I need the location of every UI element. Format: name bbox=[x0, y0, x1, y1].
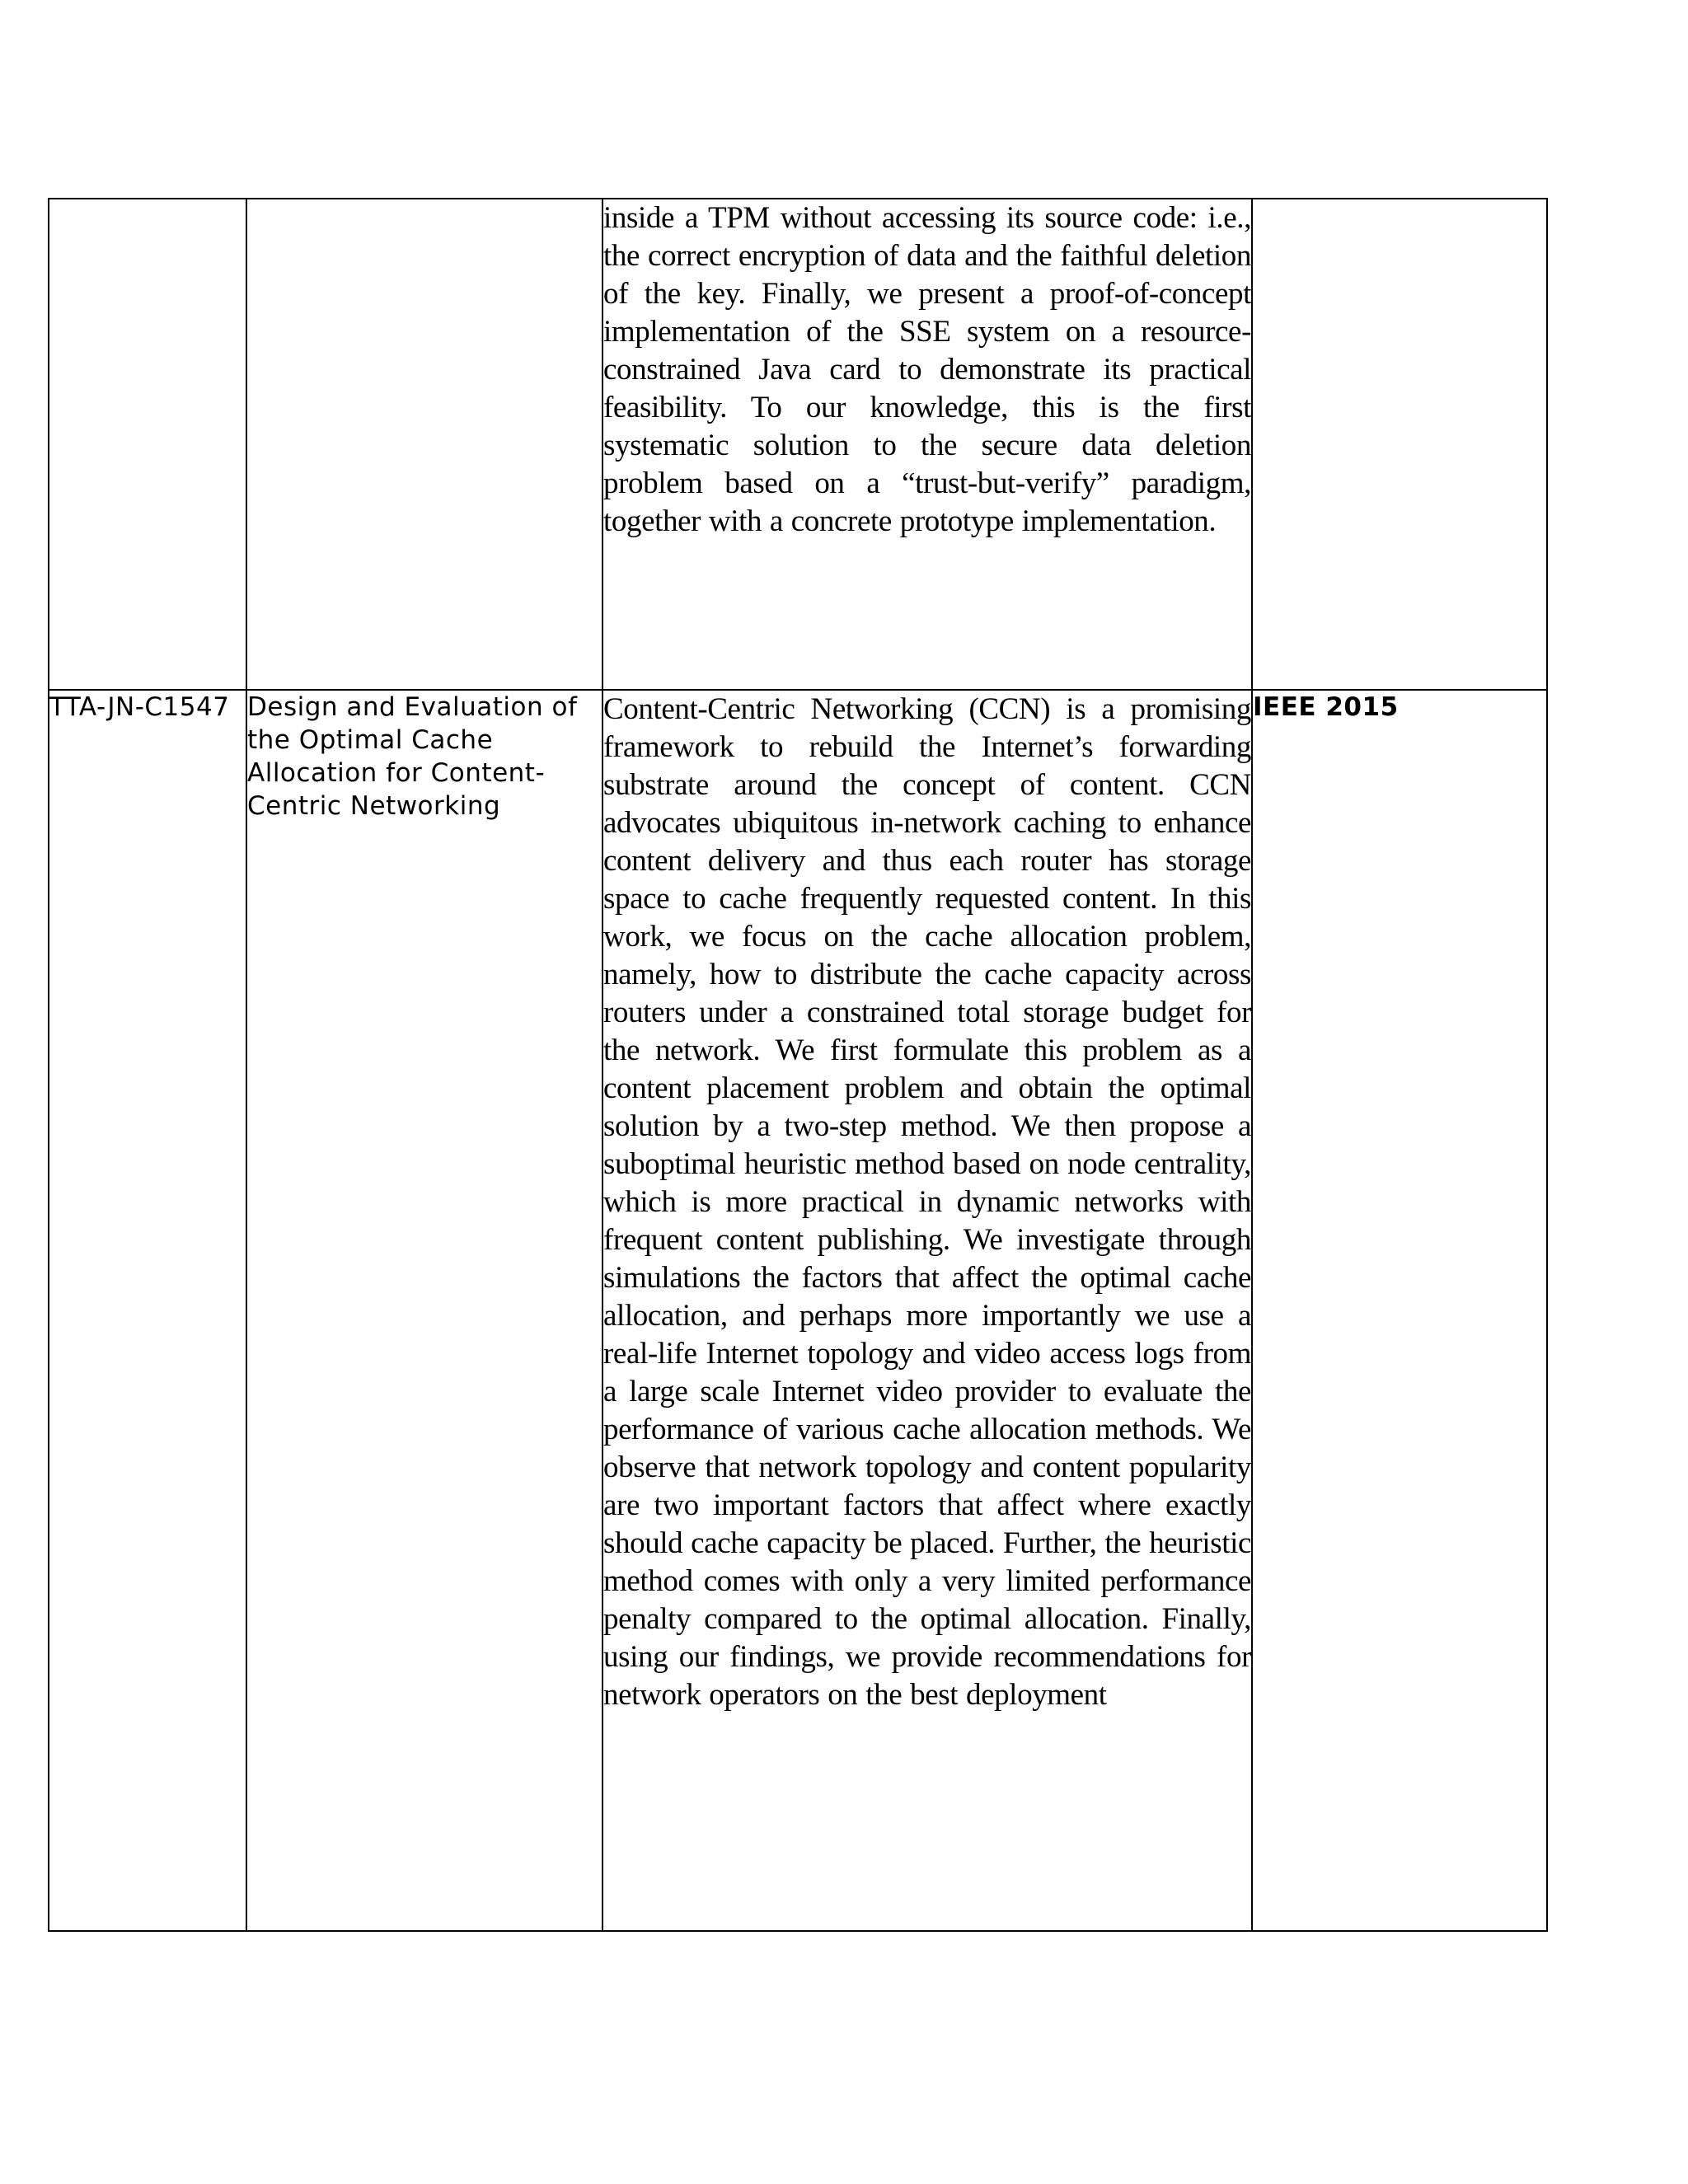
paper-id: TTA-JN-C1547 bbox=[49, 692, 230, 722]
paper-title-cell bbox=[246, 199, 603, 690]
table-row bbox=[49, 199, 1547, 690]
abstract-cell bbox=[603, 690, 1252, 1931]
paper-id-cell bbox=[49, 690, 246, 1931]
publication-cell bbox=[1252, 199, 1547, 690]
paper-title: Design and Evaluation of the Optimal Cache Allocation for Content-Centric Networking bbox=[247, 692, 578, 821]
publication-cell bbox=[1252, 690, 1547, 1931]
paper-title-cell bbox=[246, 690, 603, 1931]
abstract-cell bbox=[603, 199, 1252, 690]
abstract-text: Content-Centric Networking (CCN) is a promising framework to rebuild the Internet’s forwarding substrate around the concept of content. CCN advocates ubiquitous in-network caching to enhance content delivery and thus each router has storage space to cache frequently requested content. In this work, we focus on the cache allocation problem, namely, how to distribute the cache capacity across routers under a constrained total storage budget for the network. We first formulate this problem as a content placement problem and obtain the optimal solution by a two-step method. We then propose a suboptimal heuristic method based on node centrality, which is more practical in dynamic networks with frequent content publishing. We investigate through simulations the factors that affect the optimal cache allocation, and perhaps more importantly we use a real-life Internet topology and video access logs from a large scale Internet video provider to evaluate the performance of various cache allocation methods. We observe that network topology and content popularity are two important factors that affect where exactly should cache capacity be placed. Further, the heuristic method comes with only a very limited performance penalty compared to the optimal allocation. Finally, using our findings, we provide recommendations for network operators on the best deployment bbox=[603, 692, 1251, 1712]
table-row bbox=[49, 690, 1547, 1931]
publication-year: IEEE 2015 bbox=[1253, 692, 1399, 722]
paper-id-cell bbox=[49, 199, 246, 690]
papers-table bbox=[48, 198, 1548, 1932]
abstract-text: inside a TPM without accessing its source code: i.e., the correct encryption of data and the faithful deletion of the key. Finally, we present a proof-of-concept implementation of the SSE system on a resource-constrained Java card to demonstrate its practical feasibility. To our knowledge, this is the first systematic solution to the secure data deletion problem based on a “trust-but-verify” paradigm, together with a concrete prototype implementation. bbox=[603, 201, 1251, 538]
